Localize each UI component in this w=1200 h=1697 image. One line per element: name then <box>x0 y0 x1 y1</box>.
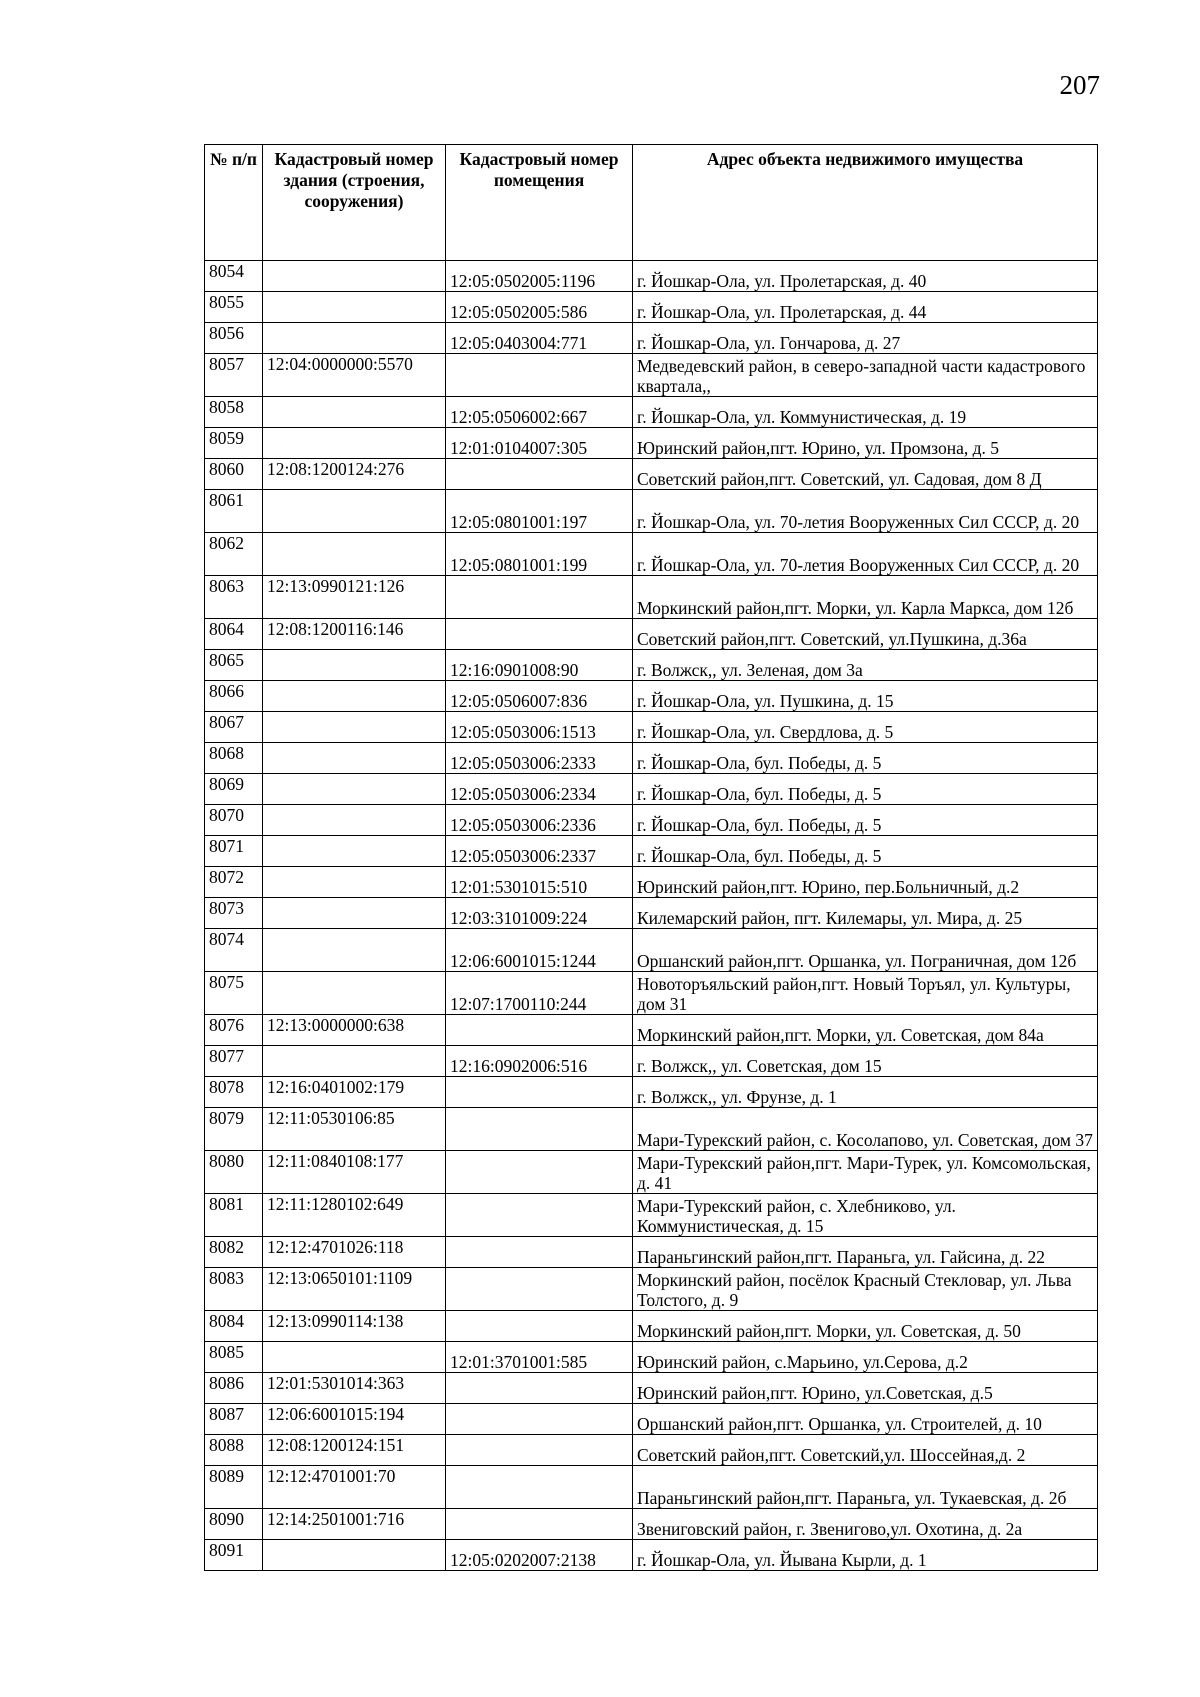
cell-building-cadastral <box>263 428 446 459</box>
cell-address: Моркинский район, посёлок Красный Стекловар, ул. Льва Толстого, д. 9 <box>633 1268 1098 1311</box>
cell-num: 8091 <box>205 1540 263 1571</box>
cell-room-cadastral: 12:16:0902006:516 <box>446 1046 633 1077</box>
cell-room-cadastral <box>446 1108 633 1151</box>
cell-num: 8068 <box>205 743 263 774</box>
table-row <box>205 712 1098 743</box>
cell-address: Юринский район,пгт. Юрино, пер.Больничный, д.2 <box>633 867 1098 898</box>
cell-building-cadastral <box>263 712 446 743</box>
cell-address: г. Йошкар-Ола, ул. Пролетарская, д. 40 <box>633 261 1098 292</box>
table-row <box>205 354 1098 397</box>
cell-room-cadastral <box>446 1268 633 1311</box>
table-row <box>205 836 1098 867</box>
cell-num: 8061 <box>205 490 263 533</box>
table-row <box>205 1077 1098 1108</box>
cell-room-cadastral: 12:05:0503006:2337 <box>446 836 633 867</box>
page-number: 207 <box>1059 70 1100 100</box>
cell-num: 8073 <box>205 898 263 929</box>
cell-building-cadastral <box>263 533 446 576</box>
cell-room-cadastral <box>446 1404 633 1435</box>
cell-room-cadastral <box>446 619 633 650</box>
cell-building-cadastral: 12:13:0650101:1109 <box>263 1268 446 1311</box>
cell-address: г. Йошкар-Ола, ул. Йывана Кырли, д. 1 <box>633 1540 1098 1571</box>
cell-num: 8084 <box>205 1311 263 1342</box>
cell-room-cadastral: 12:01:0104007:305 <box>446 428 633 459</box>
cell-room-cadastral <box>446 1237 633 1268</box>
table-row <box>205 619 1098 650</box>
cell-address: г. Волжск,, ул. Зеленая, дом 3а <box>633 650 1098 681</box>
cell-num: 8087 <box>205 1404 263 1435</box>
cell-num: 8055 <box>205 292 263 323</box>
table-row <box>205 1268 1098 1311</box>
cell-room-cadastral: 12:05:0502005:1196 <box>446 261 633 292</box>
cell-address: Моркинский район,пгт. Морки, ул. Карла Маркса, дом 12б <box>633 576 1098 619</box>
table-row <box>205 323 1098 354</box>
cell-address: г. Йошкар-Ола, бул. Победы, д. 5 <box>633 805 1098 836</box>
cell-num: 8057 <box>205 354 263 397</box>
cell-address: Мари-Турекский район, с. Хлебниково, ул. Коммунистическая, д. 15 <box>633 1194 1098 1237</box>
cell-num: 8059 <box>205 428 263 459</box>
cell-room-cadastral: 12:01:5301015:510 <box>446 867 633 898</box>
cell-room-cadastral <box>446 1015 633 1046</box>
cell-room-cadastral: 12:05:0506007:836 <box>446 681 633 712</box>
cell-building-cadastral: 12:16:0401002:179 <box>263 1077 446 1108</box>
cell-building-cadastral <box>263 1342 446 1373</box>
cell-building-cadastral <box>263 1046 446 1077</box>
cell-room-cadastral: 12:05:0503006:2334 <box>446 774 633 805</box>
cell-num: 8090 <box>205 1509 263 1540</box>
cell-num: 8056 <box>205 323 263 354</box>
table-row <box>205 1108 1098 1151</box>
cell-num: 8075 <box>205 972 263 1015</box>
cell-room-cadastral <box>446 1311 633 1342</box>
cell-address: Советский район,пгт. Советский,ул. Шоссейная,д. 2 <box>633 1435 1098 1466</box>
cell-num: 8065 <box>205 650 263 681</box>
table-row <box>205 681 1098 712</box>
cell-building-cadastral <box>263 929 446 972</box>
cell-address: г. Йошкар-Ола, ул. Свердлова, д. 5 <box>633 712 1098 743</box>
cell-room-cadastral <box>446 1077 633 1108</box>
cell-building-cadastral <box>263 898 446 929</box>
cell-address: Советский район,пгт. Советский, ул.Пушкина, д.36а <box>633 619 1098 650</box>
table-row <box>205 1046 1098 1077</box>
cell-building-cadastral: 12:12:4701026:118 <box>263 1237 446 1268</box>
cell-building-cadastral <box>263 323 446 354</box>
cell-room-cadastral: 12:16:0901008:90 <box>446 650 633 681</box>
cell-room-cadastral: 12:06:6001015:1244 <box>446 929 633 972</box>
table-row <box>205 1540 1098 1571</box>
table-row <box>205 805 1098 836</box>
cell-address: Параньгинский район,пгт. Параньга, ул. Гайсина, д. 22 <box>633 1237 1098 1268</box>
cell-room-cadastral <box>446 354 633 397</box>
cell-address: Новоторъяльский район,пгт. Новый Торъял, ул. Культуры, дом 31 <box>633 972 1098 1015</box>
table-row <box>205 1466 1098 1509</box>
cell-num: 8074 <box>205 929 263 972</box>
cell-num: 8064 <box>205 619 263 650</box>
cell-room-cadastral <box>446 1435 633 1466</box>
cell-room-cadastral: 12:05:0503006:2336 <box>446 805 633 836</box>
table-header-row <box>205 145 1098 261</box>
cell-building-cadastral <box>263 681 446 712</box>
cell-num: 8082 <box>205 1237 263 1268</box>
cell-room-cadastral: 12:05:0202007:2138 <box>446 1540 633 1571</box>
cell-room-cadastral <box>446 1373 633 1404</box>
cell-address: Советский район,пгт. Советский, ул. Садовая, дом 8 Д <box>633 459 1098 490</box>
cell-building-cadastral: 12:11:1280102:649 <box>263 1194 446 1237</box>
cell-num: 8067 <box>205 712 263 743</box>
cell-address: Юринский район, с.Марьино, ул.Серова, д.2 <box>633 1342 1098 1373</box>
table-row <box>205 1342 1098 1373</box>
cell-num: 8076 <box>205 1015 263 1046</box>
cell-num: 8080 <box>205 1151 263 1194</box>
table-row <box>205 650 1098 681</box>
table-row <box>205 1404 1098 1435</box>
cell-building-cadastral <box>263 261 446 292</box>
cell-address: Звениговский район, г. Звенигово,ул. Охотина, д. 2а <box>633 1509 1098 1540</box>
cell-building-cadastral <box>263 490 446 533</box>
cell-building-cadastral: 12:14:2501001:716 <box>263 1509 446 1540</box>
table-row <box>205 898 1098 929</box>
cell-address: Оршанский район,пгт. Оршанка, ул. Пограничная, дом 12б <box>633 929 1098 972</box>
cell-room-cadastral: 12:05:0502005:586 <box>446 292 633 323</box>
cell-num: 8077 <box>205 1046 263 1077</box>
cell-building-cadastral: 12:08:1200124:276 <box>263 459 446 490</box>
cell-num: 8079 <box>205 1108 263 1151</box>
cell-address: г. Йошкар-Ола, ул. 70-летия Вооруженных Сил СССР, д. 20 <box>633 490 1098 533</box>
cell-address: г. Йошкар-Ола, бул. Победы, д. 5 <box>633 774 1098 805</box>
table-row <box>205 929 1098 972</box>
cell-room-cadastral <box>446 576 633 619</box>
table-row <box>205 1435 1098 1466</box>
property-registry-table <box>204 144 1098 1571</box>
cell-room-cadastral <box>446 1466 633 1509</box>
cell-num: 8058 <box>205 397 263 428</box>
cell-address: г. Волжск,, ул. Советская, дом 15 <box>633 1046 1098 1077</box>
cell-address: Оршанский район,пгт. Оршанка, ул. Строителей, д. 10 <box>633 1404 1098 1435</box>
cell-room-cadastral <box>446 1151 633 1194</box>
cell-building-cadastral: 12:11:0530106:85 <box>263 1108 446 1151</box>
cell-num: 8083 <box>205 1268 263 1311</box>
cell-room-cadastral: 12:05:0503006:1513 <box>446 712 633 743</box>
cell-room-cadastral: 12:01:3701001:585 <box>446 1342 633 1373</box>
cell-building-cadastral <box>263 397 446 428</box>
cell-building-cadastral <box>263 805 446 836</box>
cell-building-cadastral <box>263 292 446 323</box>
cell-room-cadastral: 12:05:0801001:199 <box>446 533 633 576</box>
table-row <box>205 867 1098 898</box>
cell-num: 8088 <box>205 1435 263 1466</box>
cell-address: Медведевский район, в северо-западной части кадастрового квартала,, <box>633 354 1098 397</box>
table-row <box>205 1194 1098 1237</box>
table-row <box>205 459 1098 490</box>
table-row <box>205 743 1098 774</box>
table-row <box>205 1509 1098 1540</box>
cell-building-cadastral <box>263 774 446 805</box>
table-row <box>205 428 1098 459</box>
cell-address: Юринский район,пгт. Юрино, ул. Промзона, д. 5 <box>633 428 1098 459</box>
cell-building-cadastral: 12:06:6001015:194 <box>263 1404 446 1435</box>
table-body <box>205 261 1098 1571</box>
cell-num: 8078 <box>205 1077 263 1108</box>
header-building-cadastral: Кадастровый номер здания (строения, сооружения) <box>263 145 446 261</box>
table-row <box>205 490 1098 533</box>
cell-building-cadastral: 12:13:0990121:126 <box>263 576 446 619</box>
cell-building-cadastral: 12:08:1200116:146 <box>263 619 446 650</box>
cell-building-cadastral: 12:01:5301014:363 <box>263 1373 446 1404</box>
cell-address: Параньгинский район,пгт. Параньга, ул. Тукаевская, д. 2б <box>633 1466 1098 1509</box>
cell-address: Моркинский район,пгт. Морки, ул. Советская, д. 50 <box>633 1311 1098 1342</box>
cell-building-cadastral <box>263 743 446 774</box>
cell-address: г. Йошкар-Ола, ул. Гончарова, д. 27 <box>633 323 1098 354</box>
cell-room-cadastral <box>446 1194 633 1237</box>
cell-building-cadastral <box>263 867 446 898</box>
cell-room-cadastral: 12:05:0506002:667 <box>446 397 633 428</box>
cell-num: 8071 <box>205 836 263 867</box>
cell-building-cadastral <box>263 972 446 1015</box>
header-address: Адрес объекта недвижимого имущества <box>633 145 1098 261</box>
cell-room-cadastral <box>446 459 633 490</box>
cell-address: Мари-Турекский район, с. Косолапово, ул. Советская, дом 37 <box>633 1108 1098 1151</box>
header-room-cadastral: Кадастровый номер помещения <box>446 145 633 261</box>
cell-num: 8081 <box>205 1194 263 1237</box>
cell-num: 8054 <box>205 261 263 292</box>
cell-room-cadastral: 12:03:3101009:224 <box>446 898 633 929</box>
cell-address: Килемарский район, пгт. Килемары, ул. Мира, д. 25 <box>633 898 1098 929</box>
cell-address: Моркинский район,пгт. Морки, ул. Советская, дом 84а <box>633 1015 1098 1046</box>
cell-num: 8070 <box>205 805 263 836</box>
cell-building-cadastral <box>263 1540 446 1571</box>
cell-num: 8062 <box>205 533 263 576</box>
table-row <box>205 1015 1098 1046</box>
table-row <box>205 1373 1098 1404</box>
table-row <box>205 533 1098 576</box>
cell-building-cadastral: 12:13:0990114:138 <box>263 1311 446 1342</box>
table-row <box>205 774 1098 805</box>
cell-address: г. Йошкар-Ола, ул. 70-летия Вооруженных Сил СССР, д. 20 <box>633 533 1098 576</box>
cell-num: 8089 <box>205 1466 263 1509</box>
table-row <box>205 1311 1098 1342</box>
cell-address: г. Йошкар-Ола, ул. Пушкина, д. 15 <box>633 681 1098 712</box>
cell-address: г. Йошкар-Ола, ул. Коммунистическая, д. 19 <box>633 397 1098 428</box>
cell-address: г. Волжск,, ул. Фрунзе, д. 1 <box>633 1077 1098 1108</box>
cell-room-cadastral: 12:05:0801001:197 <box>446 490 633 533</box>
header-num: № п/п <box>205 145 263 261</box>
cell-address: г. Йошкар-Ола, бул. Победы, д. 5 <box>633 836 1098 867</box>
cell-address: Юринский район,пгт. Юрино, ул.Советская, д.5 <box>633 1373 1098 1404</box>
cell-building-cadastral: 12:12:4701001:70 <box>263 1466 446 1509</box>
cell-num: 8085 <box>205 1342 263 1373</box>
table-row <box>205 261 1098 292</box>
cell-num: 8069 <box>205 774 263 805</box>
table-row <box>205 397 1098 428</box>
cell-building-cadastral: 12:04:0000000:5570 <box>263 354 446 397</box>
cell-building-cadastral: 12:08:1200124:151 <box>263 1435 446 1466</box>
cell-num: 8072 <box>205 867 263 898</box>
cell-num: 8086 <box>205 1373 263 1404</box>
cell-address: Мари-Турекский район,пгт. Мари-Турек, ул. Комсомольская, д. 41 <box>633 1151 1098 1194</box>
cell-building-cadastral: 12:11:0840108:177 <box>263 1151 446 1194</box>
table-row <box>205 972 1098 1015</box>
table-row <box>205 1151 1098 1194</box>
table-row <box>205 292 1098 323</box>
cell-room-cadastral <box>446 1509 633 1540</box>
cell-num: 8066 <box>205 681 263 712</box>
cell-num: 8063 <box>205 576 263 619</box>
cell-building-cadastral: 12:13:0000000:638 <box>263 1015 446 1046</box>
cell-room-cadastral: 12:05:0403004:771 <box>446 323 633 354</box>
table-row <box>205 1237 1098 1268</box>
cell-num: 8060 <box>205 459 263 490</box>
cell-building-cadastral <box>263 650 446 681</box>
cell-room-cadastral: 12:07:1700110:244 <box>446 972 633 1015</box>
cell-room-cadastral: 12:05:0503006:2333 <box>446 743 633 774</box>
cell-address: г. Йошкар-Ола, бул. Победы, д. 5 <box>633 743 1098 774</box>
cell-address: г. Йошкар-Ола, ул. Пролетарская, д. 44 <box>633 292 1098 323</box>
cell-building-cadastral <box>263 836 446 867</box>
table-row <box>205 576 1098 619</box>
